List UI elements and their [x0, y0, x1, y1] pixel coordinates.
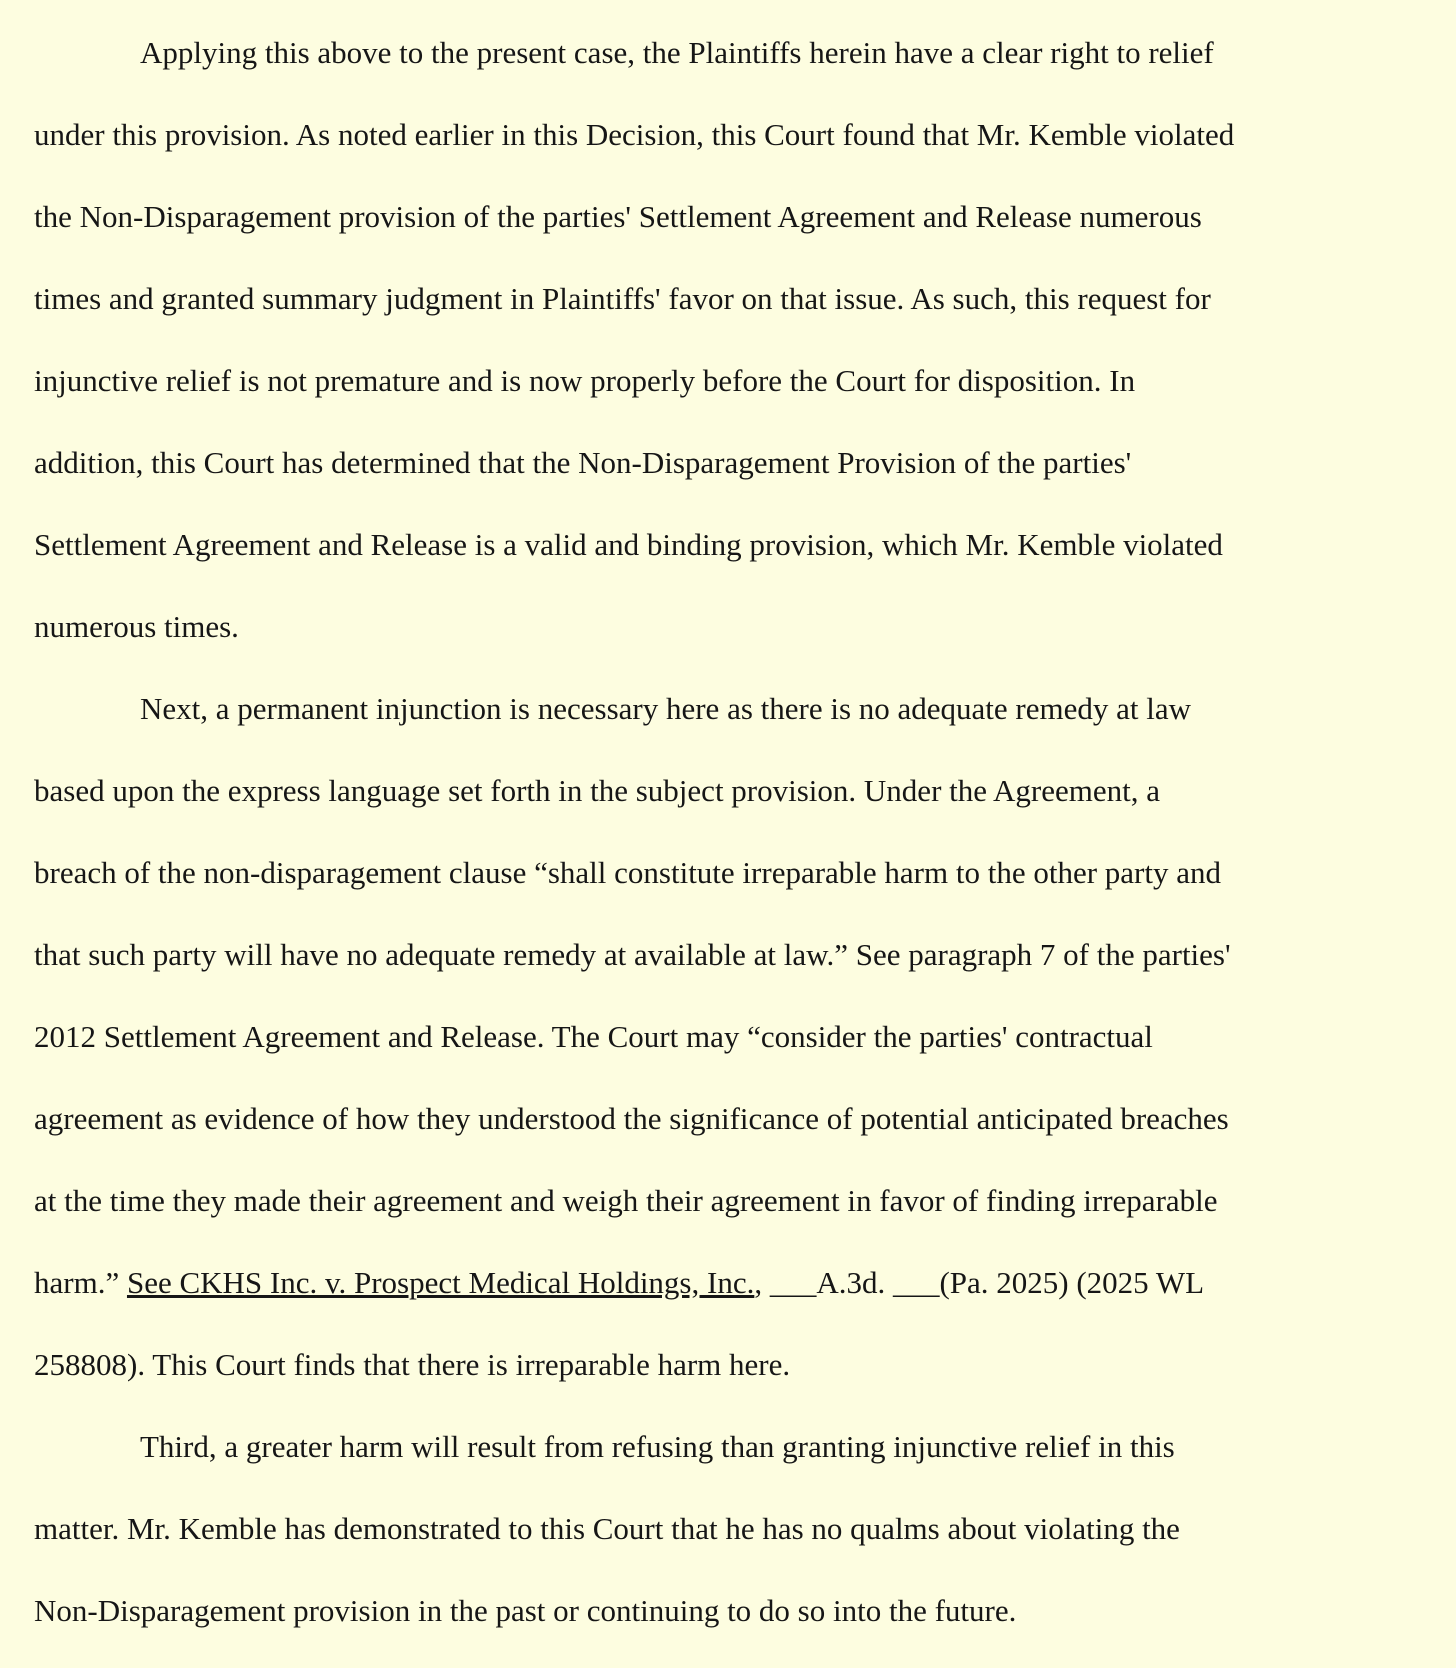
paragraph-greater-harm	[34, 1422, 1424, 1668]
text-line: numerous times.	[34, 609, 239, 644]
text-line: breach of the non-disparagement clause “shall constitute irreparable harm to the other party and	[34, 855, 1221, 890]
citation-lead-text: harm.”	[34, 1265, 127, 1300]
text-line: agreement as evidence of how they understood the significance of potential anticipated breaches	[34, 1101, 1229, 1136]
text-line: Applying this above to the present case, the Plaintiffs herein have a clear right to relief	[140, 35, 1214, 70]
paragraph-irreparable-harm	[34, 684, 1424, 1422]
citation-line	[34, 1258, 1424, 1340]
text-line: that such party will have no adequate remedy at available at law.” See paragraph 7 of the parties'	[34, 937, 1231, 972]
document-page	[34, 28, 1424, 1668]
text-line: based upon the express language set forth in the subject provision. Under the Agreement, a	[34, 773, 1161, 808]
text-line: Third, a greater harm will result from refusing than granting injunctive relief in this	[140, 1429, 1175, 1464]
citation-trailing-text: , ___A.3d. ___(Pa. 2025) (2025 WL	[754, 1265, 1205, 1300]
text-line: Non-Disparagement provision in the past or continuing to do so into the future.	[34, 1593, 1017, 1628]
text-line: at the time they made their agreement and weigh their agreement in favor of finding irreparable	[34, 1183, 1218, 1218]
text-line: Settlement Agreement and Release is a valid and binding provision, which Mr. Kemble violated	[34, 527, 1223, 562]
text-line: times and granted summary judgment in Plaintiffs' favor on that issue. As such, this request for	[34, 281, 1211, 316]
text-line: under this provision. As noted earlier in this Decision, this Court found that Mr. Kemble violated	[34, 117, 1235, 152]
case-citation: See CKHS Inc. v. Prospect Medical Holdings, Inc.	[126, 1265, 755, 1300]
text-line: the Non-Disparagement provision of the parties' Settlement Agreement and Release numerous	[34, 199, 1202, 234]
paragraph-clear-right	[34, 28, 1424, 684]
text-line: 258808). This Court finds that there is irreparable harm here.	[34, 1347, 791, 1382]
text-line: Next, a permanent injunction is necessary here as there is no adequate remedy at law	[140, 691, 1192, 726]
text-line: matter. Mr. Kemble has demonstrated to this Court that he has no qualms about violating the	[34, 1511, 1180, 1546]
text-line: addition, this Court has determined that the Non-Disparagement Provision of the parties'	[34, 445, 1132, 480]
text-line: injunctive relief is not premature and is now properly before the Court for disposition. In	[34, 363, 1136, 398]
text-line: 2012 Settlement Agreement and Release. The Court may “consider the parties' contractual	[34, 1019, 1153, 1054]
